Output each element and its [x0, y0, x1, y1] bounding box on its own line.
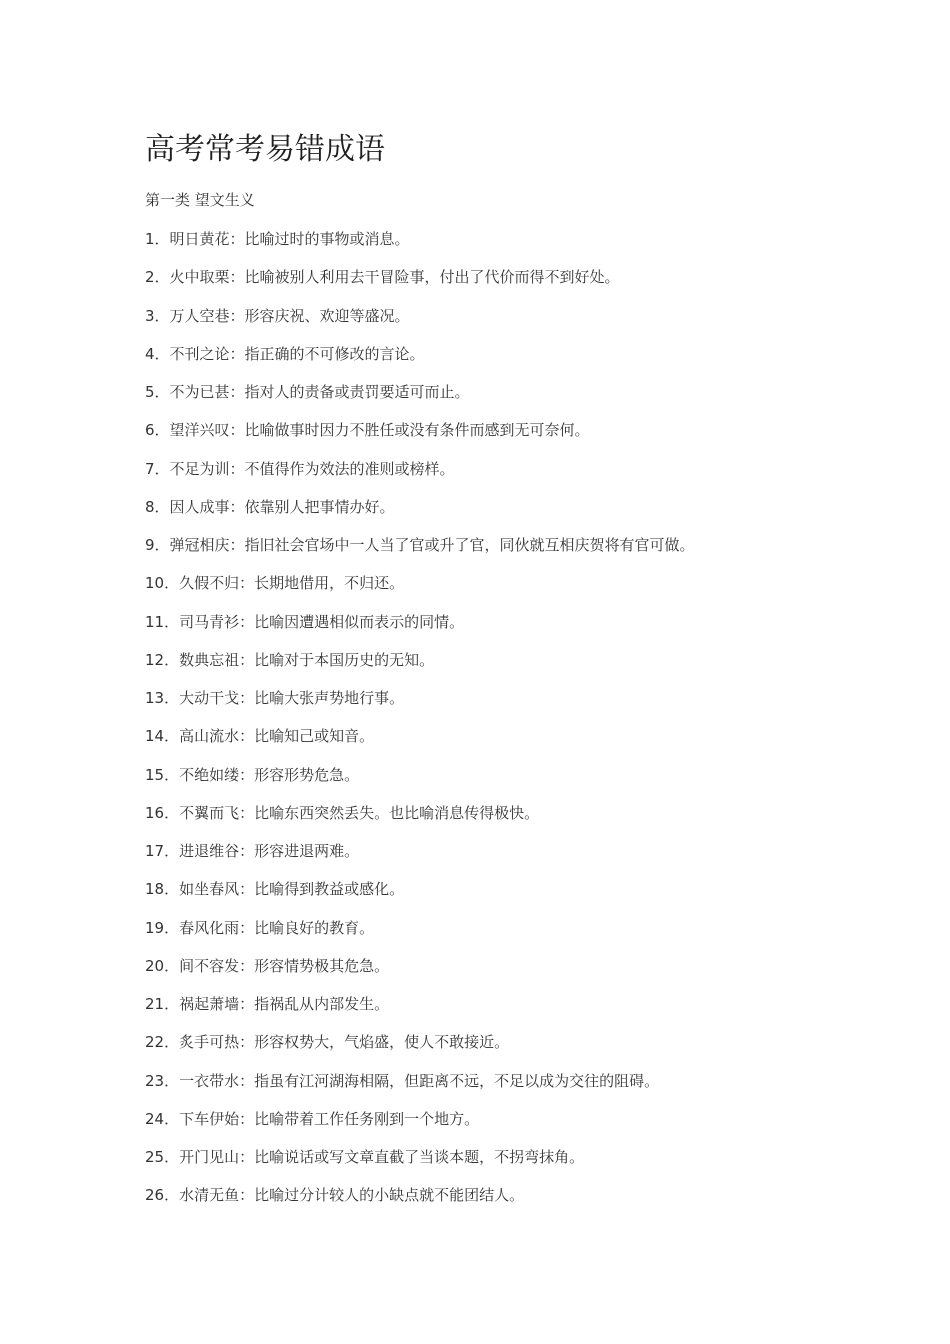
idiom-entry-text: 19．春风化雨：比喻良好的教育。 — [145, 918, 375, 937]
idiom-entry-text: 3．万人空巷：形容庆祝、欢迎等盛况。 — [145, 306, 410, 325]
list-item — [145, 839, 695, 877]
idiom-entry-text: 22．炙手可热：形容权势大，气焰盛，使人不敢接近。 — [145, 1033, 510, 1052]
idiom-entry-text: 11．司马青衫：比喻因遭遇相似而表示的同情。 — [145, 612, 465, 631]
list-item — [145, 1030, 695, 1068]
idiom-entry-text: 26．水清无鱼：比喻过分计较人的小缺点就不能团结人。 — [145, 1186, 525, 1205]
list-item — [145, 610, 695, 648]
idiom-entry-text: 15．不绝如缕：形容形势危急。 — [145, 765, 360, 784]
idiom-entry-text: 6．望洋兴叹：比喻做事时因力不胜任或没有条件而感到无可奈何。 — [145, 421, 590, 440]
list-item — [145, 418, 695, 456]
list-item — [145, 571, 695, 609]
idiom-entry-text: 25．开门见山：比喻说话或写文章直截了当谈本题，不拐弯抹角。 — [145, 1148, 585, 1166]
idiom-entry-text: 18．如坐春风：比喻得到教益或感化。 — [145, 880, 405, 899]
list-item — [145, 1145, 695, 1183]
idiom-entry-text: 7．不足为训：不值得作为效法的准则或榜样。 — [145, 459, 455, 478]
list-item — [145, 304, 695, 342]
idiom-entry-text: 5．不为已甚：指对人的责备或责罚要适可而止。 — [145, 383, 470, 401]
list-item — [145, 1107, 695, 1145]
document-title: 高考常考易错成语 — [145, 132, 385, 167]
list-item — [145, 380, 695, 418]
section-heading: 第一类 望文生义 — [145, 191, 255, 209]
idiom-entry-text: 8．因人成事：依靠别人把事情办好。 — [145, 497, 395, 516]
list-item — [145, 1183, 695, 1221]
idiom-entry-text: 12．数典忘祖：比喻对于本国历史的无知。 — [145, 650, 435, 669]
list-item — [145, 954, 695, 992]
idiom-entry-text: 13．大动干戈：比喻大张声势地行事。 — [145, 689, 405, 707]
list-item — [145, 265, 695, 303]
list-item — [145, 533, 695, 571]
idiom-entry-text: 14．高山流水：比喻知己或知音。 — [145, 727, 375, 746]
list-item — [145, 1069, 695, 1107]
idiom-entry-text: 16．不翼而飞：比喻东西突然丢失。也比喻消息传得极快。 — [145, 803, 540, 822]
list-item — [145, 724, 695, 762]
list-item — [145, 916, 695, 954]
list-item — [145, 648, 695, 686]
list-item — [145, 877, 695, 915]
idiom-entry-text: 21．祸起萧墙：指祸乱从内部发生。 — [145, 995, 390, 1013]
idiom-entry-text: 17．进退维谷：形容进退两难。 — [145, 842, 360, 860]
list-item — [145, 457, 695, 495]
idiom-entry-text: 24．下车伊始：比喻带着工作任务刚到一个地方。 — [145, 1109, 480, 1128]
list-item — [145, 495, 695, 533]
idiom-entry-text: 20．间不容发：形容情势极其危急。 — [145, 956, 390, 975]
idiom-entry-text: 2．火中取栗：比喻被别人利用去干冒险事，付出了代价而得不到好处。 — [145, 268, 620, 287]
list-item — [145, 227, 695, 265]
idiom-entry-text: 23．一衣带水：指虽有江河湖海相隔，但距离不远，不足以成为交往的阻碍。 — [145, 1071, 660, 1090]
list-item — [145, 686, 695, 724]
idiom-entry-text: 10．久假不归：长期地借用，不归还。 — [145, 574, 405, 593]
idiom-entry-text: 4．不刊之论：指正确的不可修改的言论。 — [145, 344, 425, 363]
list-item — [145, 763, 695, 801]
idiom-entry-text: 1．明日黄花：比喻过时的事物或消息。 — [145, 230, 410, 248]
list-item — [145, 992, 695, 1030]
list-item — [145, 342, 695, 380]
idiom-entry-text: 9．弹冠相庆：指旧社会官场中一人当了官或升了官，同伙就互相庆贺将有官可做。 — [145, 536, 695, 554]
idiom-list — [145, 227, 695, 1222]
list-item — [145, 801, 695, 839]
